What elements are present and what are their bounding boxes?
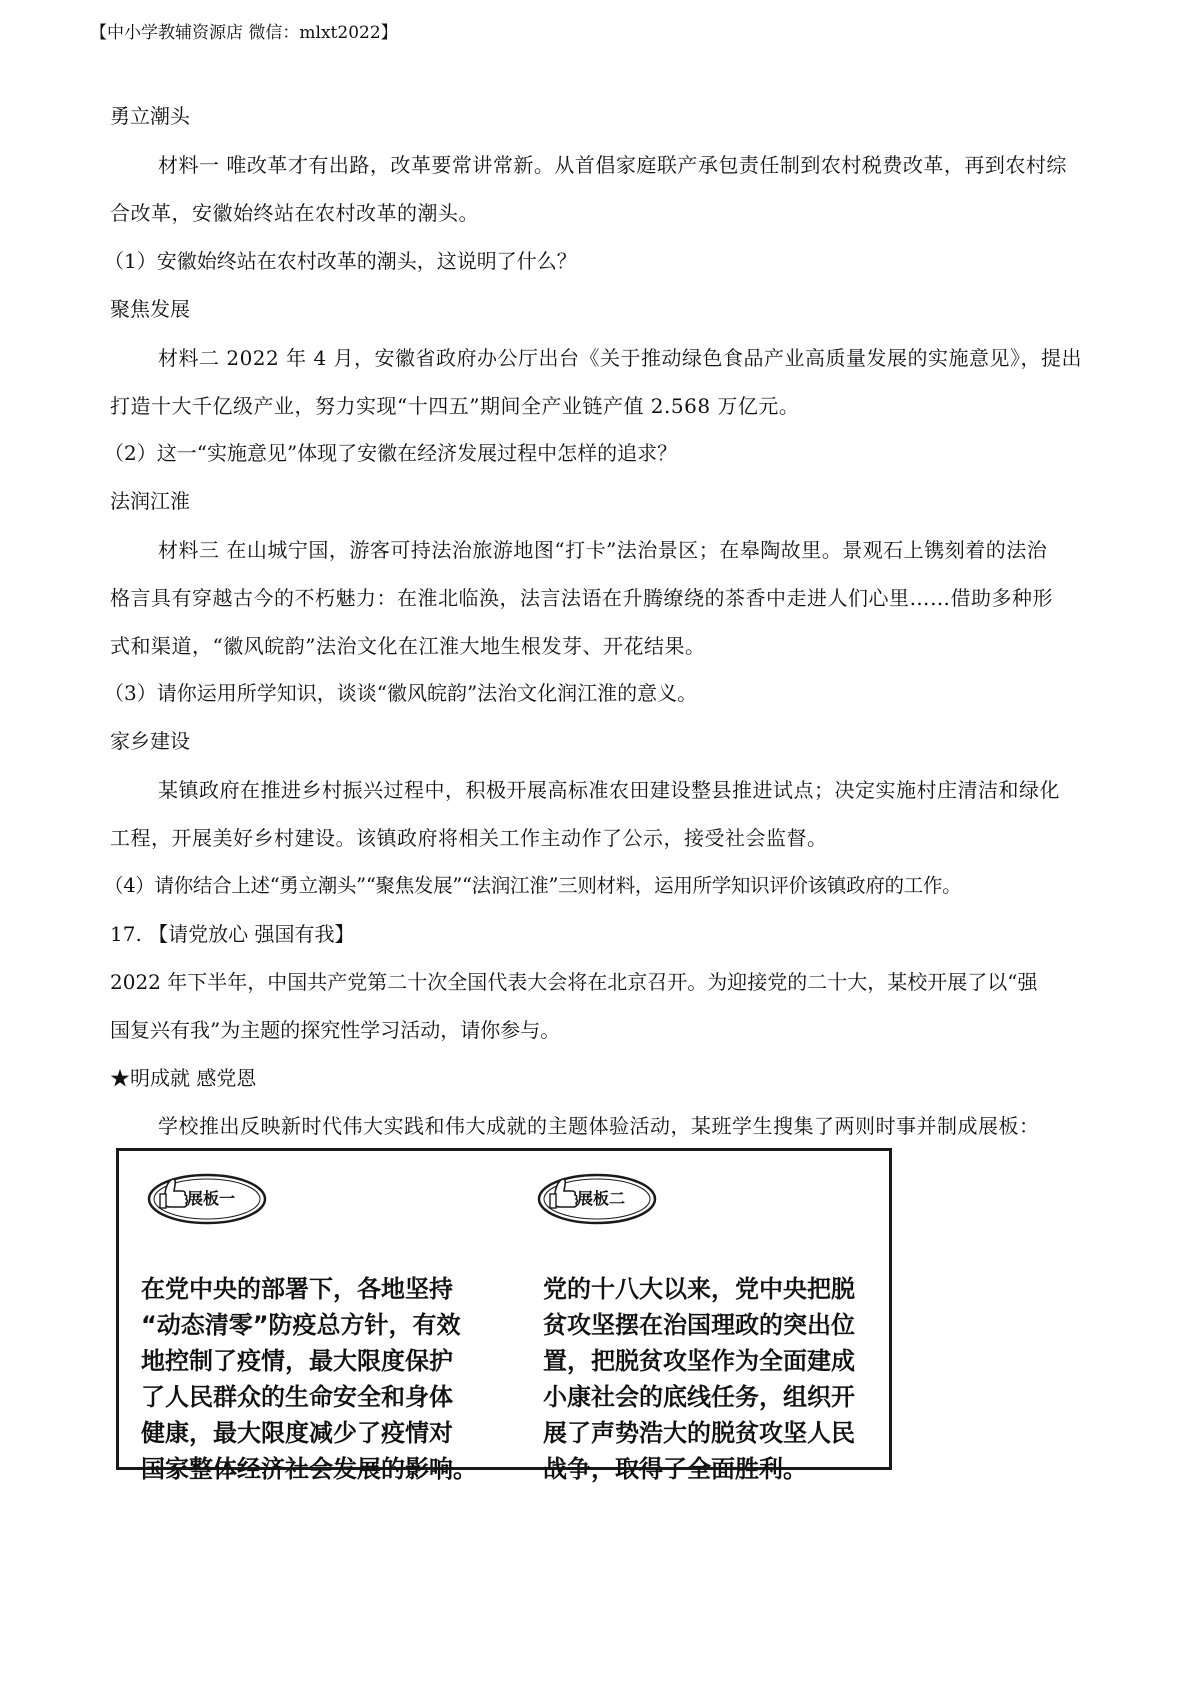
material-1-line-1: 材料一 唯改革才有出路，改革要常讲常新。从首倡家庭联产承包责任制到农村税费改革，再到农村综 xyxy=(158,153,1067,177)
board-1-line: 了人民群众的生命安全和身体 xyxy=(141,1383,453,1411)
board-2-line: 贫攻坚摆在治国理政的突出位 xyxy=(543,1311,855,1339)
board-2-tag xyxy=(533,1169,661,1227)
material-3-line-1: 材料三 在山城宁国，游客可持法治旅游地图“打卡”法治景区；在皋陶故里。景观石上镌刻着的法治 xyxy=(158,538,1048,562)
question-1: （1）安徽始终站在农村改革的潮头，这说明了什么？ xyxy=(104,249,577,273)
question-17-sub-paragraph: 学校推出反映新时代伟大实践和伟大成就的主题体验活动，某班学生搜集了两则时事并制成展板： xyxy=(158,1114,1040,1138)
board-2-line: 党的十八大以来，党中央把脱 xyxy=(543,1275,855,1303)
material-2-line-1: 材料二 2022 年 4 月，安徽省政府办公厅出台《关于推动绿色食品产业高质量发展的实施意见》，提出 xyxy=(158,346,1083,370)
board-1-line: 国家整体经济社会发展的影响。 xyxy=(141,1455,477,1483)
question-2: （2）这一“实施意见”体现了安徽在经济发展过程中怎样的追求？ xyxy=(104,441,678,465)
material-4-line-1: 某镇政府在推进乡村振兴过程中，积极开展高标准农田建设整县推进试点；决定实施村庄清洁和绿化 xyxy=(158,778,1060,802)
page-header: 【中小学教辅资源店 微信：mlxt2022】 xyxy=(90,23,398,43)
board-2-label: 展板二 xyxy=(577,1189,626,1208)
material-3-line-3: 式和渠道，“徽风皖韵”法治文化在江淮大地生根发芽、开花结果。 xyxy=(110,634,706,658)
material-2-line-2: 打造十大千亿级产业，努力实现“十四五”期间全产业链产值 2.568 万亿元。 xyxy=(110,394,800,418)
board-2-body xyxy=(543,1271,855,1487)
question-17-intro-line-1: 2022 年下半年，中国共产党第二十次全国代表大会将在北京召开。为迎接党的二十大，某校开展了以“强 xyxy=(110,970,1038,994)
question-3: （3）请你运用所学知识，谈谈“徽风皖韵”法治文化润江淮的意义。 xyxy=(104,681,698,705)
board-1-tag xyxy=(143,1169,271,1227)
board-1-line: 地控制了疫情，最大限度保护 xyxy=(141,1347,453,1375)
section-title-1: 勇立潮头 xyxy=(110,104,190,128)
board-1-body xyxy=(141,1271,477,1487)
question-17-intro-line-2: 国复兴有我”为主题的探究性学习活动，请你参与。 xyxy=(110,1018,561,1042)
material-1-line-2: 合改革，安徽始终站在农村改革的潮头。 xyxy=(110,201,479,225)
board-1-label: 展板一 xyxy=(187,1189,236,1208)
board-2-line: 小康社会的底线任务，组织开 xyxy=(543,1383,855,1411)
question-17-subtitle: ★明成就 感党恩 xyxy=(110,1066,257,1090)
question-4: （4）请你结合上述“勇立潮头”“聚焦发展”“法润江淮”三则材料，运用所学知识评价该镇政府的工作。 xyxy=(104,874,962,897)
section-title-4: 家乡建设 xyxy=(110,729,190,753)
board-2-line: 置，把脱贫攻坚作为全面建成 xyxy=(543,1347,855,1375)
section-title-3: 法润江淮 xyxy=(110,489,190,513)
material-3-line-2: 格言具有穿越古今的不朽魅力：在淮北临涣，法言法语在升腾缭绕的茶香中走进人们心里……借助多种形 xyxy=(110,586,1053,610)
material-4-line-2: 工程，开展美好乡村建设。该镇政府将相关工作主动作了公示，接受社会监督。 xyxy=(110,826,828,850)
exhibit-boards-frame xyxy=(116,1148,892,1483)
question-17-title: 17. 【请党放心 强国有我】 xyxy=(110,922,355,946)
board-1-line: 健康，最大限度减少了疫情对 xyxy=(141,1419,453,1447)
board-1-line: 在党中央的部署下，各地坚持 xyxy=(141,1275,453,1303)
board-2-line: 战争，取得了全面胜利。 xyxy=(543,1455,807,1483)
section-title-2: 聚焦发展 xyxy=(110,297,190,321)
board-2-line: 展了声势浩大的脱贫攻坚人民 xyxy=(543,1419,855,1447)
board-1-line: “动态清零”防疫总方针，有效 xyxy=(141,1311,461,1339)
